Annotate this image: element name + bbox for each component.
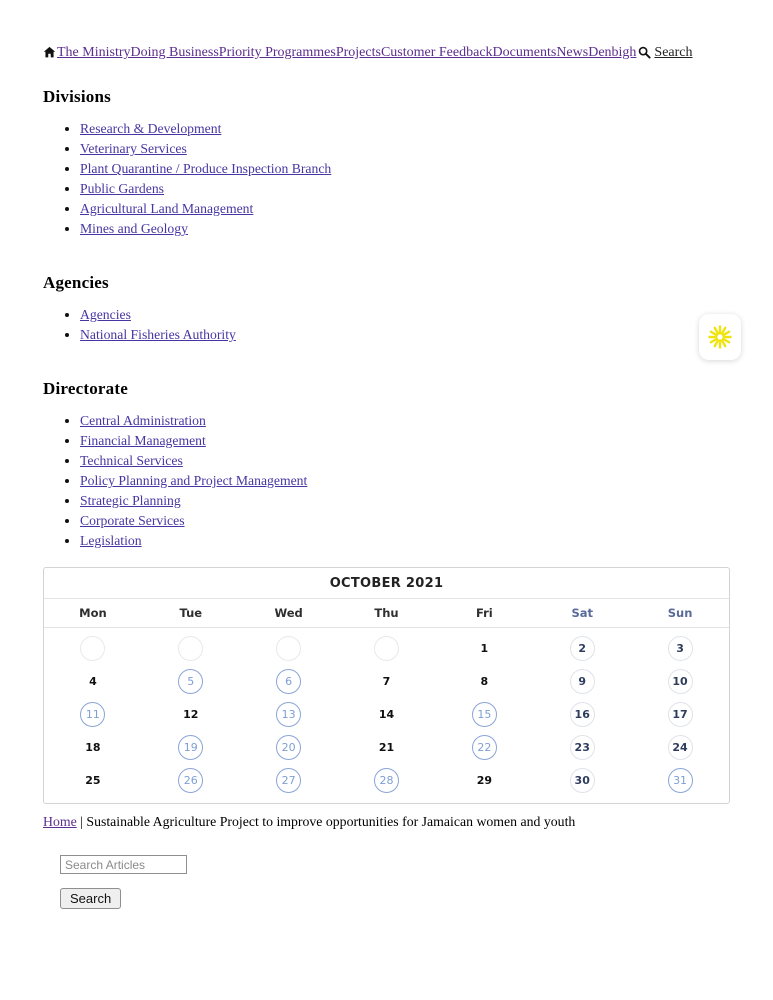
list-item xyxy=(80,180,730,197)
list-item xyxy=(80,512,730,529)
calendar-day-cell xyxy=(631,632,729,665)
accessibility-widget-button[interactable] xyxy=(699,314,741,360)
calendar-day-14: 14 xyxy=(378,708,395,721)
calendar-day-16: 16 xyxy=(570,702,595,727)
link-policy-planning-and-project-management[interactable]: Policy Planning and Project Management xyxy=(80,473,308,488)
link-veterinary-services[interactable]: Veterinary Services xyxy=(80,141,187,156)
calendar-day-24: 24 xyxy=(668,735,693,760)
calendar-day-11[interactable]: 11 xyxy=(80,702,105,727)
article-search-form xyxy=(60,855,730,909)
calendar-day-9: 9 xyxy=(570,669,595,694)
home-icon xyxy=(43,46,56,59)
calendar-day-cell xyxy=(142,698,240,731)
list-directorate xyxy=(43,412,730,549)
calendar-day-cell xyxy=(142,665,240,698)
calendar-day-29: 29 xyxy=(476,774,492,787)
calendar-week-row xyxy=(44,665,729,698)
calendar-day-19[interactable]: 19 xyxy=(178,735,203,760)
list-item xyxy=(80,452,730,469)
list-item xyxy=(80,326,730,343)
nav-search-label: Search xyxy=(654,45,693,60)
calendar-day-31[interactable]: 31 xyxy=(668,768,693,793)
day-header-mon: Mon xyxy=(79,606,107,620)
link-central-administration[interactable]: Central Administration xyxy=(80,413,206,428)
calendar-day-8: 8 xyxy=(480,675,489,688)
calendar-day-cell xyxy=(435,764,533,797)
calendar-day-cell xyxy=(240,731,338,764)
calendar-day-17: 17 xyxy=(668,702,693,727)
calendar-day-cell xyxy=(631,698,729,731)
calendar-day-cell xyxy=(142,731,240,764)
calendar-day-cell xyxy=(631,665,729,698)
calendar-day-cell xyxy=(631,764,729,797)
calendar-day-25: 25 xyxy=(85,774,101,787)
calendar-title: OCTOBER 2021 xyxy=(44,568,729,599)
calendar-week-row xyxy=(44,632,729,665)
calendar-day-cell xyxy=(240,632,338,665)
list-item xyxy=(80,412,730,429)
calendar-day-cell xyxy=(44,731,142,764)
calendar-day-15[interactable]: 15 xyxy=(472,702,497,727)
heading-directorate: Directorate xyxy=(43,379,128,398)
nav-link-doing-business[interactable]: Doing Business xyxy=(130,45,219,60)
calendar-day-13[interactable]: 13 xyxy=(276,702,301,727)
calendar-day-cell xyxy=(435,731,533,764)
calendar-day-cell xyxy=(240,698,338,731)
search-icon xyxy=(638,46,651,59)
calendar-day-3: 3 xyxy=(668,636,693,661)
list-item xyxy=(80,532,730,549)
day-header-tue: Tue xyxy=(179,606,203,620)
day-header-wed: Wed xyxy=(274,606,303,620)
calendar-day-cell xyxy=(631,731,729,764)
link-research-development[interactable]: Research & Development xyxy=(80,121,222,136)
calendar-day-26[interactable]: 26 xyxy=(178,768,203,793)
calendar-day-cell xyxy=(338,764,436,797)
calendar-day-cell xyxy=(44,698,142,731)
nav-link-denbigh[interactable]: Denbigh xyxy=(588,45,637,60)
breadcrumb-article-title: Sustainable Agriculture Project to improve opportunities for Jamaican women and youth xyxy=(86,814,576,829)
calendar-week-row xyxy=(44,731,729,764)
calendar-day-cell xyxy=(533,665,631,698)
breadcrumb-separator: | xyxy=(76,814,87,829)
link-plant-quarantine-produce-inspection-branch[interactable]: Plant Quarantine / Produce Inspection Branch xyxy=(80,161,332,176)
day-header-sat: Sat xyxy=(571,606,593,620)
list-item xyxy=(80,432,730,449)
nav-link-priority-programmes[interactable]: Priority Programmes xyxy=(218,45,336,60)
calendar-day-cell xyxy=(44,764,142,797)
calendar-day-6[interactable]: 6 xyxy=(276,669,301,694)
link-legislation[interactable]: Legislation xyxy=(80,533,142,548)
nav-link-documents[interactable]: Documents xyxy=(492,45,557,60)
nav-home-link[interactable] xyxy=(43,46,56,59)
calendar-day-10: 10 xyxy=(668,669,693,694)
list-item xyxy=(80,306,730,323)
calendar-day-cell xyxy=(533,698,631,731)
nav-link-customer-feedback[interactable]: Customer Feedback xyxy=(380,45,493,60)
calendar-day-27[interactable]: 27 xyxy=(276,768,301,793)
link-strategic-planning[interactable]: Strategic Planning xyxy=(80,493,181,508)
list-divisions xyxy=(43,120,730,237)
calendar-day-cell xyxy=(44,632,142,665)
link-public-gardens[interactable]: Public Gardens xyxy=(80,181,165,196)
calendar-day-18: 18 xyxy=(85,741,101,754)
calendar xyxy=(43,567,730,804)
list-item xyxy=(80,492,730,509)
link-technical-services[interactable]: Technical Services xyxy=(80,453,183,468)
calendar-empty-day xyxy=(178,636,203,661)
calendar-day-30: 30 xyxy=(570,768,595,793)
list-item xyxy=(80,120,730,137)
calendar-day-cell xyxy=(338,632,436,665)
calendar-day-2: 2 xyxy=(570,636,595,661)
breadcrumb-home-link[interactable]: Home xyxy=(43,814,77,829)
nav-link-the-ministry[interactable]: The Ministry xyxy=(57,45,131,60)
calendar-day-7: 7 xyxy=(382,675,391,688)
calendar-day-cell xyxy=(533,764,631,797)
heading-divisions: Divisions xyxy=(43,87,111,106)
nav-link-projects[interactable]: Projects xyxy=(335,45,381,60)
calendar-day-5[interactable]: 5 xyxy=(178,669,203,694)
link-agencies[interactable]: Agencies xyxy=(80,307,131,322)
day-header-thu: Thu xyxy=(374,606,399,620)
calendar-day-20[interactable]: 20 xyxy=(276,735,301,760)
calendar-day-1: 1 xyxy=(480,642,489,655)
link-financial-management[interactable]: Financial Management xyxy=(80,433,206,448)
calendar-grid xyxy=(44,628,729,803)
calendar-empty-day xyxy=(374,636,399,661)
article-search-input[interactable] xyxy=(60,855,187,874)
list-agencies xyxy=(43,306,730,343)
calendar-day-cell xyxy=(338,665,436,698)
calendar-day-12: 12 xyxy=(183,708,199,721)
calendar-day-cell xyxy=(435,665,533,698)
nav-link-news[interactable]: News xyxy=(556,45,589,60)
calendar-day-cell xyxy=(533,731,631,764)
day-header-fri: Fri xyxy=(475,606,493,620)
calendar-day-cell xyxy=(142,632,240,665)
link-national-fisheries-authority[interactable]: National Fisheries Authority xyxy=(80,327,236,342)
article-search-button[interactable]: Search xyxy=(60,888,121,909)
day-header-sun: Sun xyxy=(667,606,693,620)
asterisk-icon xyxy=(705,322,735,352)
nav-search-link[interactable] xyxy=(638,44,692,61)
list-item xyxy=(80,140,730,157)
link-mines-and-geology[interactable]: Mines and Geology xyxy=(80,221,188,236)
calendar-day-4: 4 xyxy=(89,675,97,688)
list-item xyxy=(80,160,730,177)
calendar-week-row xyxy=(44,764,729,797)
calendar-empty-day xyxy=(80,636,105,661)
calendar-day-cell xyxy=(240,665,338,698)
list-item xyxy=(80,472,730,489)
calendar-day-23: 23 xyxy=(570,735,595,760)
list-item xyxy=(80,200,730,217)
nav-links xyxy=(57,44,636,61)
calendar-day-cell xyxy=(435,698,533,731)
calendar-day-headers xyxy=(44,599,729,628)
link-corporate-services[interactable]: Corporate Services xyxy=(80,513,185,528)
list-item xyxy=(80,220,730,237)
calendar-day-cell xyxy=(142,764,240,797)
heading-agencies: Agencies xyxy=(43,273,109,292)
link-agricultural-land-management[interactable]: Agricultural Land Management xyxy=(80,201,254,216)
calendar-day-cell xyxy=(338,698,436,731)
calendar-day-21: 21 xyxy=(378,741,395,754)
breadcrumb xyxy=(43,813,730,831)
calendar-day-28[interactable]: 28 xyxy=(374,768,399,793)
calendar-week-row xyxy=(44,698,729,731)
calendar-day-cell xyxy=(533,632,631,665)
calendar-day-cell xyxy=(44,665,142,698)
content-sections xyxy=(43,87,730,549)
top-navigation xyxy=(43,0,730,61)
calendar-day-cell xyxy=(338,731,436,764)
calendar-empty-day xyxy=(276,636,301,661)
calendar-day-22[interactable]: 22 xyxy=(472,735,497,760)
calendar-day-cell xyxy=(240,764,338,797)
calendar-day-cell xyxy=(435,632,533,665)
